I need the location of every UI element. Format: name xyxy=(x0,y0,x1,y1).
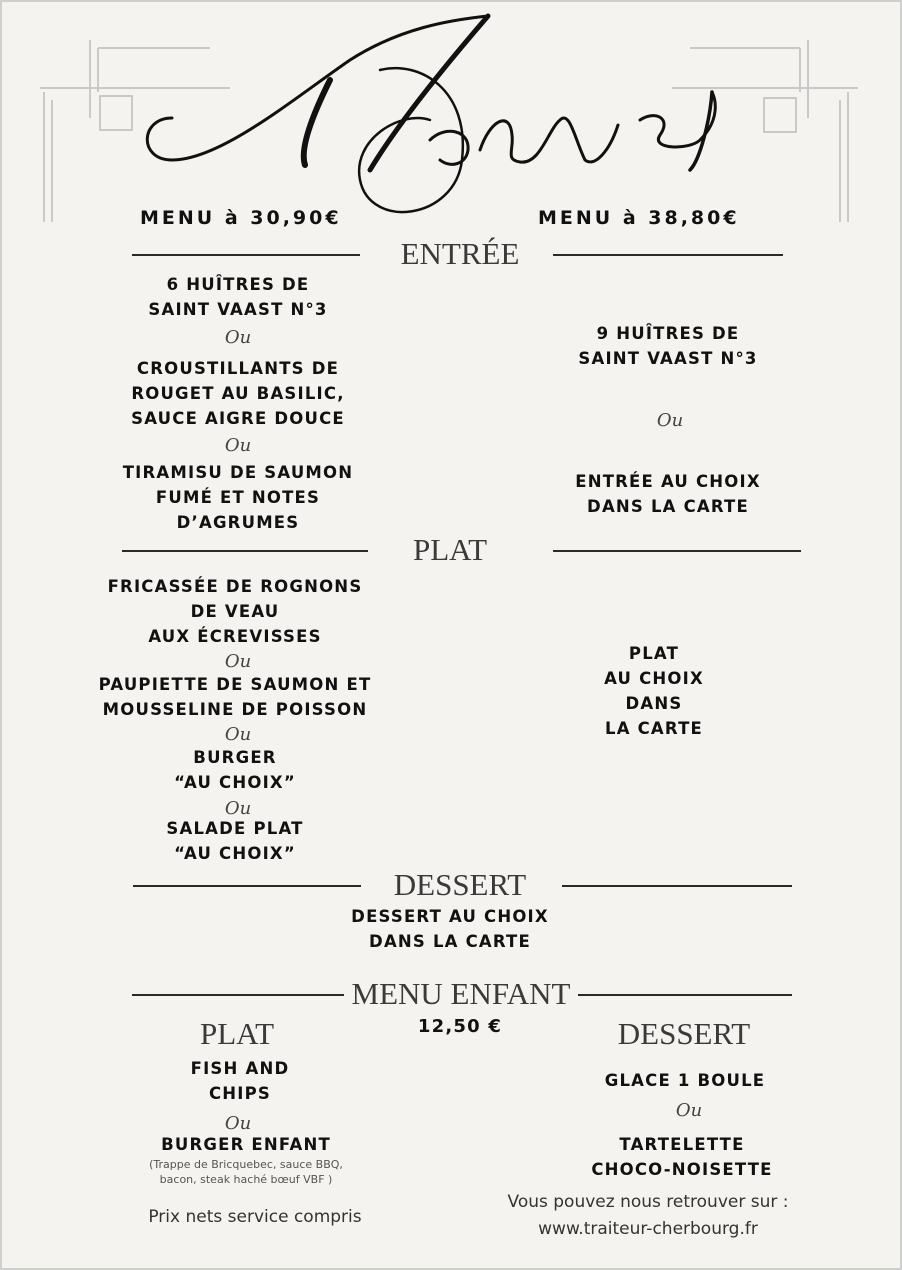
enfant-plat-heading: PLAT xyxy=(199,1016,275,1051)
entree-heading: ENTRÉE xyxy=(400,236,520,271)
separator-ou: Ou xyxy=(224,327,252,348)
menus-title xyxy=(0,0,902,240)
enfant-plat-item-1: FISH AND CHIPS xyxy=(190,1059,290,1103)
separator-ou: Ou xyxy=(224,1113,252,1134)
separator-ou: Ou xyxy=(224,724,252,745)
plat-left-item-2: PAUPIETTE DE SAUMON ET MOUSSELINE DE POISSON xyxy=(98,675,372,719)
enfant-dessert-heading: DESSERT xyxy=(617,1016,751,1051)
menu-left-price: MENU à 30,90€ xyxy=(140,207,342,229)
separator-ou: Ou xyxy=(224,798,252,819)
entree-left-item-3: TIRAMISU DE SAUMON FUMÉ ET NOTES D’AGRUMES xyxy=(122,463,354,532)
prices-note: Prix nets service compris xyxy=(148,1207,362,1227)
entree-right-item-1: 9 HUÎTRES DE SAINT VAAST N°3 xyxy=(578,324,758,368)
section-rule-right xyxy=(553,550,801,552)
separator-ou: Ou xyxy=(656,410,684,431)
plat-left-item-1: FRICASSÉE DE ROGNONS DE VEAU AUX ÉCREVISSES xyxy=(107,577,363,646)
menu-enfant-heading: MENU ENFANT xyxy=(351,976,571,1011)
contact-info: Vous pouvez nous retrouver sur : www.traiteur-cherbourg.fr xyxy=(488,1189,808,1243)
menu-right-price: MENU à 38,80€ xyxy=(538,207,740,229)
section-rule-left xyxy=(133,885,361,887)
dessert-heading: DESSERT xyxy=(393,867,527,902)
burger-enfant-note: (Trappe de Bricquebec, sauce BBQ, bacon, steak haché bœuf VBF ) xyxy=(149,1158,343,1186)
enfant-dessert-item-1: GLACE 1 BOULE xyxy=(604,1071,766,1090)
plat-left-item-3: BURGER “AU CHOIX” xyxy=(174,748,296,792)
section-rule-left xyxy=(132,254,360,256)
section-rule-right xyxy=(553,254,783,256)
menu-enfant-price: 12,50 € xyxy=(417,1016,503,1037)
plat-right-item: PLAT AU CHOIX DANS LA CARTE xyxy=(604,644,704,738)
separator-ou: Ou xyxy=(224,435,252,456)
enfant-dessert-item-2: TARTELETTE CHOCO-NOISETTE xyxy=(591,1135,773,1179)
entree-right-item-2: ENTRÉE AU CHOIX DANS LA CARTE xyxy=(575,472,761,516)
website-link[interactable]: www.traiteur-cherbourg.fr xyxy=(538,1219,758,1239)
separator-ou: Ou xyxy=(675,1100,703,1121)
dessert-item: DESSERT AU CHOIX DANS LA CARTE xyxy=(351,907,549,951)
enfant-plat-item-2: BURGER ENFANT xyxy=(161,1135,331,1154)
section-rule-left xyxy=(122,550,368,552)
entree-left-item-2: CROUSTILLANTS DE ROUGET AU BASILIC, SAUCE AIGRE DOUCE xyxy=(131,359,345,428)
section-rule-right xyxy=(562,885,792,887)
plat-left-item-4: SALADE PLAT “AU CHOIX” xyxy=(166,819,304,863)
section-rule-left xyxy=(132,994,344,996)
section-rule-right xyxy=(578,994,792,996)
plat-heading: PLAT xyxy=(412,532,488,567)
separator-ou: Ou xyxy=(224,651,252,672)
entree-left-item-1: 6 HUÎTRES DE SAINT VAAST N°3 xyxy=(148,275,328,319)
